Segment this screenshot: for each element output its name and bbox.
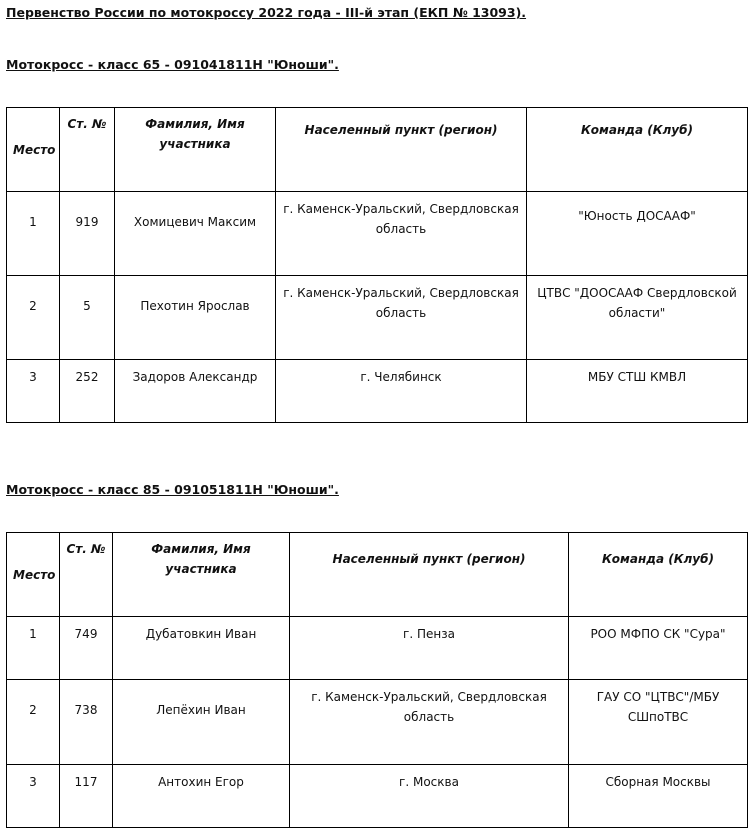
cell-city: г. Пенза [290, 617, 569, 680]
column-header-city: Населенный пункт (регион) [276, 108, 527, 192]
cell-number: 919 [60, 192, 115, 276]
column-header-team: Команда (Клуб) [527, 108, 748, 192]
table-row [7, 617, 748, 680]
cell-name: Пехотин Ярослав [115, 276, 276, 360]
column-header-city: Населенный пункт (регион) [290, 533, 569, 617]
column-header-name: Фамилия, Имя участника [113, 533, 290, 617]
results-table-class-85 [6, 532, 748, 828]
column-header-number: Ст. № [60, 533, 113, 617]
cell-number: 252 [60, 360, 115, 423]
cell-city: г. Каменск-Уральский, Свердловская область [276, 276, 527, 360]
cell-number: 738 [60, 680, 113, 765]
cell-team: ЦТВС "ДООСААФ Свердловской области" [527, 276, 748, 360]
table-header-row [7, 108, 748, 192]
cell-city: г. Каменск-Уральский, Свердловская область [276, 192, 527, 276]
cell-team: МБУ СТШ КМВЛ [527, 360, 748, 423]
cell-team: РОО МФПО СК "Сура" [569, 617, 748, 680]
cell-place: 1 [7, 617, 60, 680]
table-row [7, 276, 748, 360]
cell-name: Дубатовкин Иван [113, 617, 290, 680]
cell-city: г. Каменск-Уральский, Свердловская область [290, 680, 569, 765]
cell-place: 2 [7, 276, 60, 360]
cell-name: Задоров Александр [115, 360, 276, 423]
cell-name: Антохин Егор [113, 765, 290, 828]
cell-place: 2 [7, 680, 60, 765]
column-header-place: Место [7, 108, 60, 192]
table-row [7, 765, 748, 828]
cell-city: г. Челябинск [276, 360, 527, 423]
table-row [7, 192, 748, 276]
column-header-team: Команда (Клуб) [569, 533, 748, 617]
results-table-class-65 [6, 107, 748, 423]
column-header-number: Ст. № [60, 108, 115, 192]
cell-number: 117 [60, 765, 113, 828]
cell-place: 3 [7, 360, 60, 423]
cell-city: г. Москва [290, 765, 569, 828]
table-row [7, 680, 748, 765]
cell-team: "Юность ДОСААФ" [527, 192, 748, 276]
cell-place: 1 [7, 192, 60, 276]
page-title: Первенство России по мотокроссу 2022 года - III-й этап (ЕКП № 13093). [6, 5, 527, 20]
cell-name: Хомицевич Максим [115, 192, 276, 276]
cell-number: 5 [60, 276, 115, 360]
table-header-row [7, 533, 748, 617]
table-row [7, 360, 748, 423]
section-heading-class-85: Мотокросс - класс 85 - 091051811Н "Юноши". [6, 482, 339, 497]
cell-team: Сборная Москвы [569, 765, 748, 828]
column-header-name: Фамилия, Имя участника [115, 108, 276, 192]
column-header-place: Место [7, 533, 60, 617]
cell-number: 749 [60, 617, 113, 680]
cell-team: ГАУ СО "ЦТВС"/МБУ СШпоТВС [569, 680, 748, 765]
cell-name: Лепёхин Иван [113, 680, 290, 765]
cell-place: 3 [7, 765, 60, 828]
section-heading-class-65: Мотокросс - класс 65 - 091041811Н "Юноши". [6, 57, 339, 72]
